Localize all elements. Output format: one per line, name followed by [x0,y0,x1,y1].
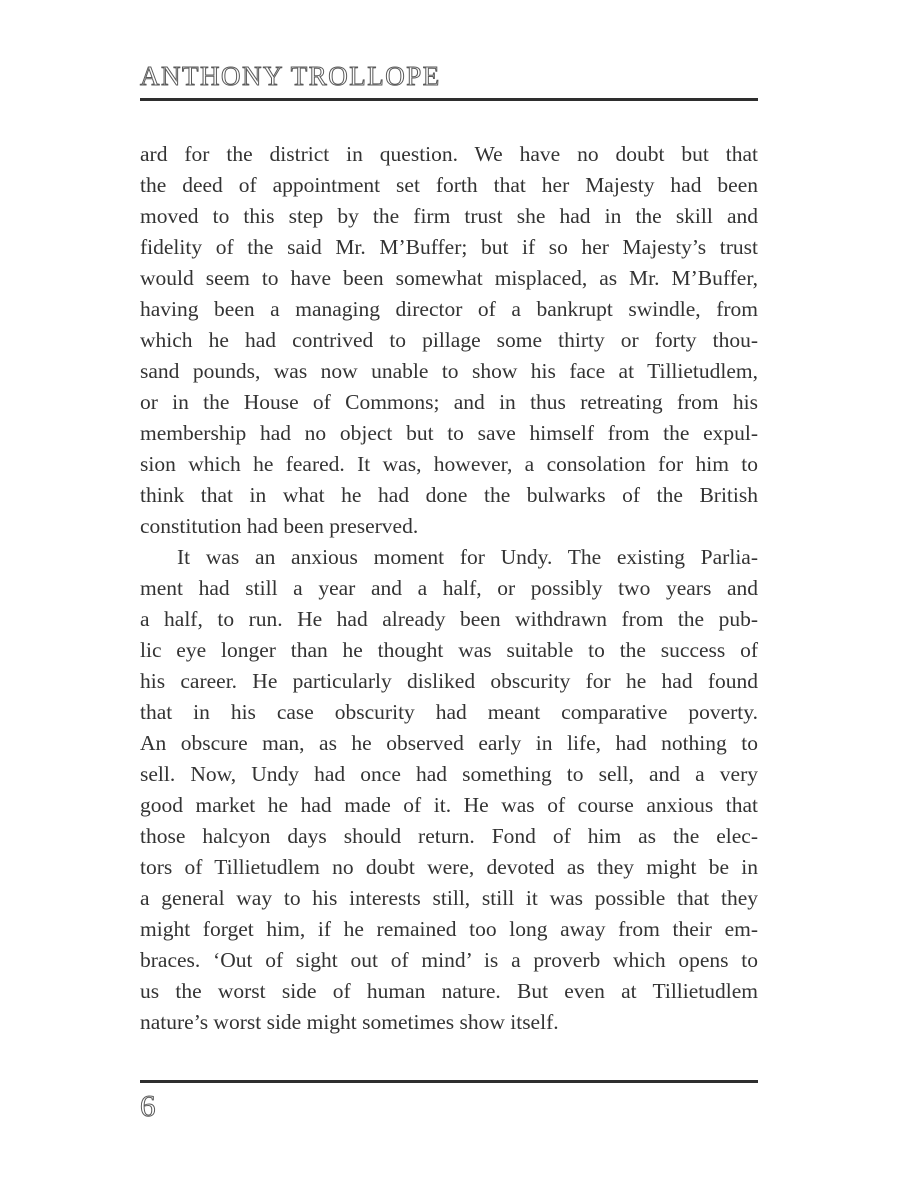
text-line: tors of Tillietudlem no doubt were, devoted as they might be in [140,855,758,879]
text-line: think that in what he had done the bulwarks of the British [140,483,758,507]
text-line: It was an anxious moment for Undy. The existing Parlia- [177,545,758,569]
footer-rule [140,1080,758,1083]
text-line: having been a managing director of a bankrupt swindle, from [140,297,758,321]
text-line: a half, to run. He had already been withdrawn from the pub- [140,607,758,631]
text-line: An obscure man, as he observed early in life, had nothing to [140,731,758,755]
text-line: us the worst side of human nature. But even at Tillietudlem [140,979,758,1003]
text-line: sell. Now, Undy had once had something to sell, and a very [140,762,758,786]
text-line: membership had no object but to save himself from the expul- [140,421,758,445]
text-line: those halcyon days should return. Fond of him as the elec- [140,824,758,848]
text-line: the deed of appointment set forth that her Majesty had been [140,173,758,197]
text-line: or in the House of Commons; and in thus retreating from his [140,390,758,414]
text-line: ment had still a year and a half, or possibly two years and [140,576,758,600]
paragraph [140,542,758,1038]
page-number: 6 [140,1088,156,1123]
body-text [140,139,758,1038]
text-line: good market he had made of it. He was of course anxious that [140,793,758,817]
text-line: nature’s worst side might sometimes show itself. [140,1010,559,1034]
text-line: sion which he feared. It was, however, a consolation for him to [140,452,758,476]
text-line: his career. He particularly disliked obscurity for he had found [140,669,758,693]
text-line: lic eye longer than he thought was suitable to the success of [140,638,758,662]
text-line: a general way to his interests still, still it was possible that they [140,886,758,910]
text-line: might forget him, if he remained too long away from their em- [140,917,758,941]
header-rule [140,98,758,101]
text-line: ard for the district in question. We have no doubt but that [140,142,758,166]
text-line: braces. ‘Out of sight out of mind’ is a proverb which opens to [140,948,758,972]
text-line: which he had contrived to pillage some thirty or forty thou- [140,328,758,352]
text-line: moved to this step by the firm trust she had in the skill and [140,204,758,228]
text-line: would seem to have been somewhat misplaced, as Mr. M’Buffer, [140,266,758,290]
paragraph [140,139,758,542]
text-line: sand pounds, was now unable to show his face at Tillietudlem, [140,359,758,383]
text-line: constitution had been preserved. [140,514,419,538]
text-line: that in his case obscurity had meant comparative poverty. [140,700,758,724]
running-header-author: ANTHONY TROLLOPE [140,61,441,91]
text-line: fidelity of the said Mr. M’Buffer; but if so her Majesty’s trust [140,235,758,259]
